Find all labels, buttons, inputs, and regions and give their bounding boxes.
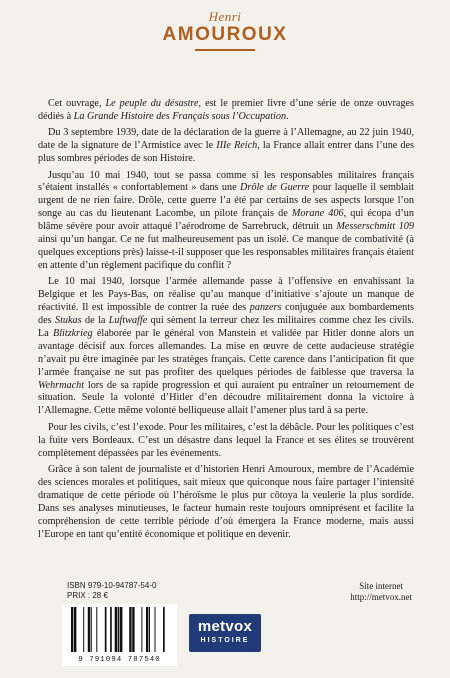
paragraph xyxy=(38,127,414,166)
text-run: lors de sa rapide progression et qui auraient pu entraîner un retournement de situation. Seule la volonté d’Hitler d’en découdre militairement donna la victoire à l’Allemagne. Cette même volonté belliqueuse allait l’amener plus tard à sa perte. xyxy=(38,379,414,417)
text-run: Du 3 septembre 1939, date de la déclaration de la guerre à l’Allemagne, au 22 juin 1940, date de la signature de l’Armistice avec le xyxy=(38,127,414,152)
header-rule xyxy=(195,49,255,51)
site-label: Site internet xyxy=(359,581,403,591)
price: PRIX : 28 € xyxy=(67,591,108,600)
italic-text: panzers xyxy=(249,302,282,314)
barcode-bar xyxy=(105,607,107,652)
italic-text: IIIe Reich xyxy=(216,140,258,152)
paragraph xyxy=(38,170,414,273)
paragraph xyxy=(38,422,414,461)
barcode-bar xyxy=(155,607,156,652)
text-run: Pour les civils, c’est l’exode. Pour les militaires, c’est la débâcle. Pour les politiques c’est la fuite vers Bordeaux. C’est un désastre dans lequel la France et ses élites se trouvèrent complètement dépassées par les événements. xyxy=(38,421,414,459)
barcode-bar xyxy=(146,607,148,652)
website-block xyxy=(350,581,412,603)
paragraph xyxy=(38,464,414,541)
italic-text: Morane 406 xyxy=(291,208,344,220)
italic-text: La Grande Histoire des Français sous l’Occupation xyxy=(73,110,287,122)
text-run: Jusqu’au 10 mai 1940, tout se passa comme si les responsables militaires français s’étaient installés « confortablement » dans une xyxy=(38,169,414,194)
author-header xyxy=(0,10,450,51)
barcode-bar xyxy=(163,607,165,652)
barcode-bar xyxy=(115,607,117,652)
text-run: . xyxy=(286,110,289,122)
text-run: élaborée par le général von Manstein et validée par Hitler donne alors un avantage décisif aux forces allemandes. La mise en œuvre de cette audacieuse stratégie n’avait pu être imaginée par les stratèges français. Cette carence dans l’anticipation fit que l’armée française ne sut pas profiter des quelques périodes de faiblesse que traversa la xyxy=(38,327,415,378)
author-first-name: Henri xyxy=(208,9,242,24)
text-run: , qui écopa d’un blâme sévère pour avoir attaqué l’aérodrome de Sarrebruck, détruit un xyxy=(38,208,414,233)
text-run: Cet ouvrage, xyxy=(48,98,106,109)
text-run: conjuguée aux bombardements des xyxy=(38,302,414,326)
site-url[interactable]: http://metvox.net xyxy=(350,592,412,602)
italic-text: Le peuple du désastre xyxy=(105,98,199,109)
text-run: de la xyxy=(81,315,109,326)
barcode-bar xyxy=(120,607,122,652)
text-run: qui sèment la terreur chez les militaires comme chez les civils. La xyxy=(38,315,414,339)
italic-text: Drôle de Guerre xyxy=(240,182,310,194)
italic-text: Stukas xyxy=(54,315,82,326)
publisher-logo xyxy=(189,614,261,652)
text-run: , la France allait entrer dans l’une des plus sombres périodes de son Histoire. xyxy=(38,140,415,165)
italic-text: Blitzkrieg xyxy=(52,327,93,339)
back-cover-text xyxy=(38,98,414,545)
barcode-bar xyxy=(129,607,131,652)
barcode-bar xyxy=(118,607,120,652)
paragraph xyxy=(38,276,414,418)
logo-wordmark: metvox xyxy=(197,618,253,635)
barcode-bar xyxy=(141,607,142,652)
italic-text: Messerschmitt 109 xyxy=(336,221,414,233)
text-run: Grâce à son talent de journaliste et d’historien Henri Amouroux, membre de l’Académie des sciences morales et politiques, sait mieux que quiconque nous faire partager l’intensité dramatique de cette période où l’héroïsme le plus pur côtoya la veulerie la plus sordide. Dans ses analyses minutieuses, le facteur humain reste toujours omniprésent et facilite la compréhension de cette terrible période d’où émergera la France moderne, mais aussi l’Europe en tant qu’entité économique et politique en devenir. xyxy=(38,463,414,540)
isbn: ISBN 979-10-94787-54-0 xyxy=(67,581,157,590)
isbn-block xyxy=(67,581,156,601)
text-run: , est le premier livre d’une série de onze ouvrages dédiés à xyxy=(38,98,414,122)
text-run: pour laquelle il semblait urgent de ne rien faire. Drôle, cette guerre l’a été par certains de ses aspects lorsque l’on songe au cas du lieutenant Lacombe, un pilote français de xyxy=(38,182,414,220)
barcode-bar xyxy=(88,607,90,652)
barcode-bar xyxy=(71,607,73,652)
barcode-bar xyxy=(132,607,134,652)
barcode-bars xyxy=(71,607,168,652)
author-last-name: AMOUROUX xyxy=(162,24,288,45)
barcode-bar xyxy=(91,607,92,652)
italic-text: Wehrmacht xyxy=(38,379,85,391)
barcode-digits: 9 791094 787540 xyxy=(78,656,161,664)
italic-text: Luftwaffe xyxy=(108,315,148,326)
barcode-bar xyxy=(83,607,84,652)
barcode-bar xyxy=(74,607,76,652)
barcode-bar xyxy=(110,607,112,652)
text-run: Le 10 mai 1940, lorsque l’armée allemande passe à l’offensive en envahissant la Belgique et les Pays-Bas, on réalise qu’au manque d’initiative s’ajoute un manque de réactivité. Il est impossible de contrer la ruée des xyxy=(38,276,414,314)
barcode-bar xyxy=(96,607,97,652)
barcode-bar xyxy=(149,607,150,652)
text-run: ainsi qu’un hangar. Ce ne fut malheureusement pas un isolé. Ce manque de combativité (à quelques exceptions près) laisse-t-il supposer que les responsables militaires français étaient en attente d’un règlement pacifique du conflit ? xyxy=(38,234,414,271)
logo-subtitle: HISTOIRE xyxy=(200,637,250,644)
paragraph xyxy=(38,98,414,124)
barcode xyxy=(62,604,177,666)
